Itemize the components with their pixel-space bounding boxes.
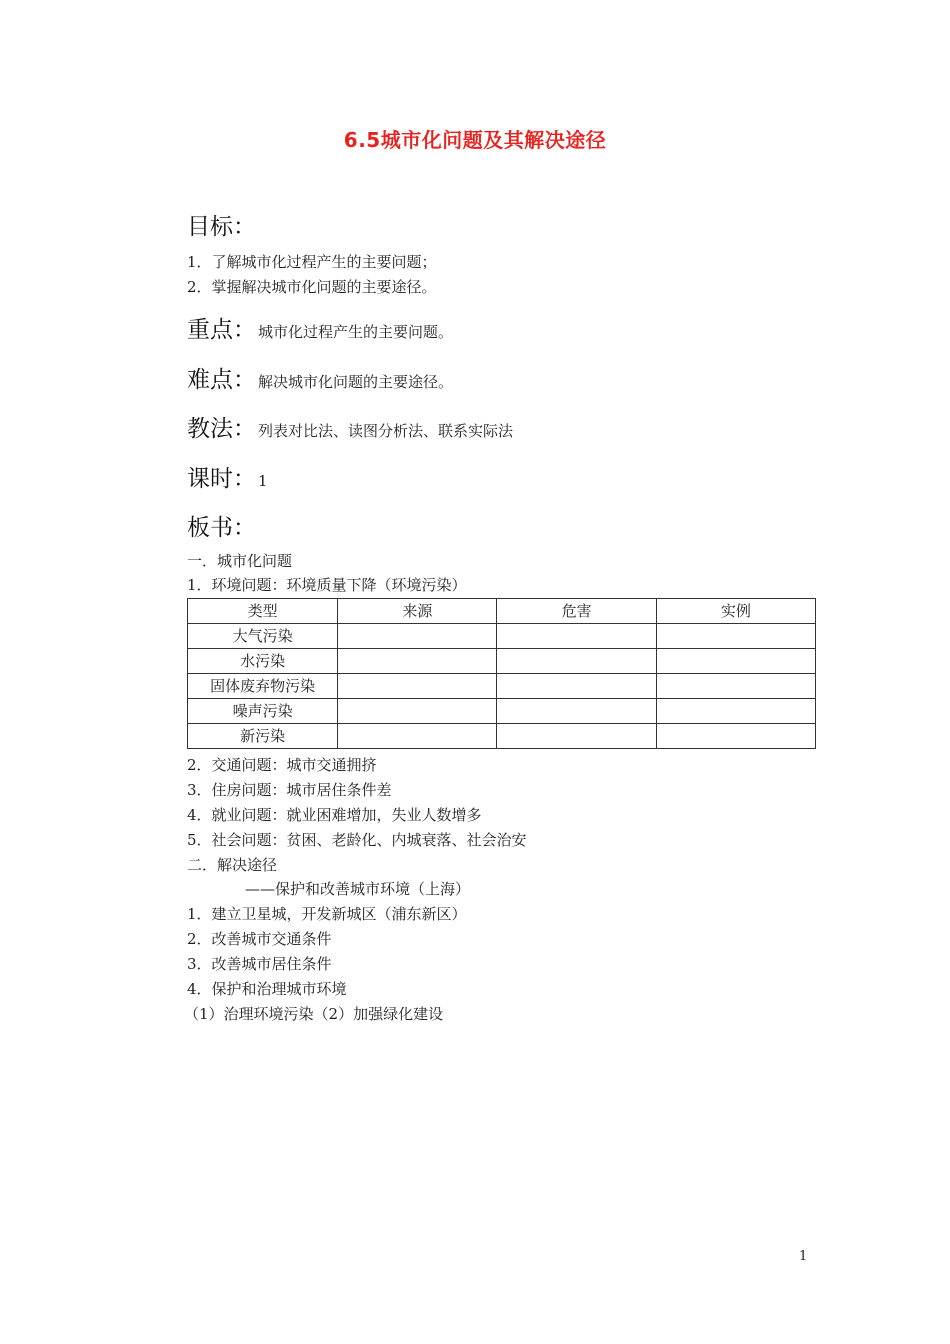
table-header-source: 来源 <box>338 599 497 624</box>
sub-solutions: （1）治理环境污染（2）加强绿化建设 <box>184 1005 444 1023</box>
method-row <box>187 410 513 443</box>
table-cell <box>497 724 656 749</box>
table-header-type: 类型 <box>188 599 338 624</box>
row-type-solid-waste: 固体废弃物污染 <box>188 674 338 699</box>
table-header-harm: 危害 <box>497 599 656 624</box>
page-number: 1 <box>799 1249 808 1264</box>
objective-item-2: 2．掌握解决城市化问题的主要途径。 <box>187 278 437 296</box>
table-cell <box>656 649 815 674</box>
table-row <box>188 699 816 724</box>
table-cell <box>656 624 815 649</box>
row-type-new: 新污染 <box>188 724 338 749</box>
table-cell <box>656 674 815 699</box>
difficulty-label: 难点： <box>187 367 256 393</box>
env-problem-line: 1．环境问题：环境质量下降（环境污染） <box>187 576 467 594</box>
method-label: 教法： <box>187 416 256 442</box>
table-cell <box>338 674 497 699</box>
method-text: 列表对比法、读图分析法、联系实际法 <box>258 422 514 440</box>
objective-item-1: 1．了解城市化过程产生的主要问题； <box>187 253 437 271</box>
problem-housing: 3．住房问题：城市居住条件差 <box>187 781 392 799</box>
periods-label: 课时： <box>187 466 256 492</box>
table-row <box>188 649 816 674</box>
table-cell <box>497 624 656 649</box>
table-cell <box>656 724 815 749</box>
row-type-water: 水污染 <box>188 649 338 674</box>
table-cell <box>338 649 497 674</box>
page-title: 6.5城市化问题及其解决途径 <box>343 128 607 152</box>
table-row <box>188 674 816 699</box>
difficulty-row <box>187 361 453 394</box>
table-cell <box>338 624 497 649</box>
section1-heading: 一．城市化问题 <box>187 552 293 570</box>
table-row <box>188 724 816 749</box>
solution-4: 4．保护和治理城市环境 <box>187 980 347 998</box>
table-cell <box>497 699 656 724</box>
table-cell <box>497 649 656 674</box>
problem-traffic: 2．交通问题：城市交通拥挤 <box>187 756 377 774</box>
problem-employment: 4．就业问题：就业困难增加，失业人数增多 <box>187 806 482 824</box>
solution-3: 3．改善城市居住条件 <box>187 955 332 973</box>
table-header-example: 实例 <box>656 599 815 624</box>
key-point-row <box>187 311 453 344</box>
row-type-noise: 噪声污染 <box>188 699 338 724</box>
section2-heading: 二．解决途径 <box>187 856 278 874</box>
table-header-row <box>188 599 816 624</box>
periods-text: 1 <box>258 472 268 490</box>
section2-subtitle: ——保护和改善城市环境（上海） <box>245 880 471 898</box>
pollution-table <box>187 598 816 749</box>
table-row <box>188 624 816 649</box>
table-cell <box>338 699 497 724</box>
difficulty-text: 解决城市化问题的主要途径。 <box>258 373 454 391</box>
objectives-heading: 目标： <box>187 214 256 240</box>
problem-social: 5．社会问题：贫困、老龄化、内城衰落、社会治安 <box>187 831 527 849</box>
table-cell <box>338 724 497 749</box>
periods-row <box>187 460 268 493</box>
key-point-label: 重点： <box>187 317 256 343</box>
solution-2: 2．改善城市交通条件 <box>187 930 332 948</box>
board-heading: 板书： <box>187 515 256 541</box>
key-point-text: 城市化过程产生的主要问题。 <box>258 323 454 341</box>
solution-1: 1．建立卫星城，开发新城区（浦东新区） <box>187 905 467 923</box>
row-type-air: 大气污染 <box>188 624 338 649</box>
table-cell <box>656 699 815 724</box>
table-cell <box>497 674 656 699</box>
